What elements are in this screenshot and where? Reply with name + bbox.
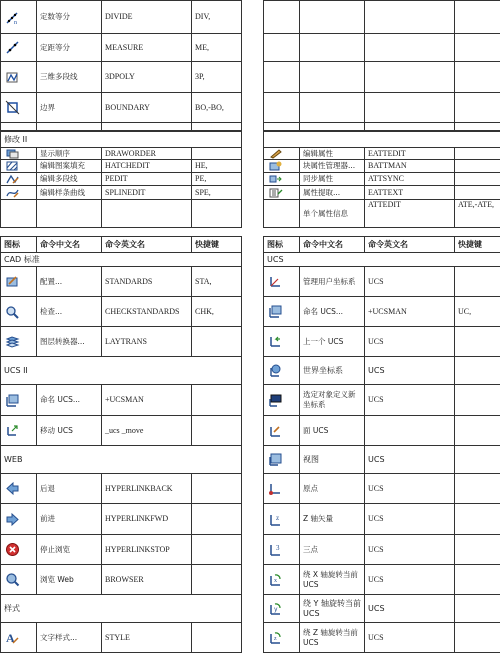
table-row (1, 62, 500, 93)
svg-text:3: 3 (276, 544, 280, 552)
3dpoly-icon[interactable] (1, 62, 37, 93)
table-row (1, 34, 500, 62)
table-row (1, 160, 500, 173)
cmd-en: ATTSYNC (365, 173, 455, 186)
boundary-icon[interactable] (1, 93, 37, 123)
table-row (1, 623, 500, 653)
cmd-zh: 属性提取... (300, 186, 365, 200)
cmd-key: PE, (192, 173, 242, 186)
cmd-key (192, 474, 242, 504)
table-row (1, 267, 500, 297)
section-title: WEB (1, 446, 242, 474)
cmd-key (455, 357, 500, 385)
cmd-key: SPE, (192, 186, 242, 200)
cmd-en: HYPERLINKSTOP (102, 535, 192, 565)
ucsman-icon[interactable] (1, 385, 37, 416)
cmd-zh: 三维多段线 (37, 62, 102, 93)
cmd-en: UCS (365, 535, 455, 565)
cmd-key (455, 148, 500, 160)
header-key: 快捷键 (192, 237, 242, 253)
stop-icon[interactable] (1, 535, 37, 565)
eattext-icon[interactable] (264, 186, 300, 200)
cmd-zh: 浏览 Web (37, 565, 102, 595)
cmd-zh: 绕 Y 轴旋转当前 UCS (300, 595, 365, 623)
cmd-key (455, 416, 500, 446)
draworder-icon[interactable] (1, 148, 37, 160)
header-en: 命令英文名 (365, 237, 455, 253)
pedit-icon[interactable] (1, 173, 37, 186)
cmd-key: DIV, (192, 1, 242, 34)
cmd-zh: 检查... (37, 297, 102, 327)
cmd-en: STANDARDS (102, 267, 192, 297)
cmd-key (192, 535, 242, 565)
cmd-zh: 编辑多段线 (37, 173, 102, 186)
table-row (1, 173, 500, 186)
cmd-zh: 三点 (300, 535, 365, 565)
header-en: 命令英文名 (102, 237, 192, 253)
cmd-key (455, 474, 500, 504)
cmd-zh: Z 轴矢量 (300, 504, 365, 535)
table-row (1, 357, 500, 385)
attsync-icon[interactable] (264, 173, 300, 186)
header-icon: 图标 (264, 237, 300, 253)
cmd-en: _ucs _move (102, 416, 192, 446)
cmd-en: MEASURE (102, 34, 192, 62)
ucs-origin-icon[interactable] (264, 474, 300, 504)
cmd-en: UCS (365, 327, 455, 357)
cmd-key: ATE,-ATE, (455, 200, 500, 228)
cmd-en: EATTEDIT (365, 148, 455, 160)
cmd-key (192, 565, 242, 595)
cmd-zh: 边界 (37, 93, 102, 123)
cmd-key: STA, (192, 267, 242, 297)
cmd-zh: 图层转换器... (37, 327, 102, 357)
cmd-zh: 编辑图案填充 (37, 160, 102, 173)
section-title: 样式 (1, 595, 242, 623)
forward-icon[interactable] (1, 504, 37, 535)
cmd-en: HYPERLINKBACK (102, 474, 192, 504)
cmd-en: UCS (365, 595, 455, 623)
cmd-zh: 停止浏览 (37, 535, 102, 565)
svg-text:y: y (274, 606, 278, 613)
cmd-en: EATTEXT (365, 186, 455, 200)
cmd-key (455, 535, 500, 565)
cmd-en: UCS (365, 385, 455, 416)
table-row (1, 297, 500, 327)
section-title-row (1, 132, 500, 148)
style-icon[interactable] (1, 623, 37, 653)
ucs-move-icon[interactable] (1, 416, 37, 446)
svg-text:z: z (274, 636, 277, 642)
table-row (1, 474, 500, 504)
table-row (1, 186, 500, 200)
ucs-x-rotate-icon[interactable] (264, 565, 300, 595)
browser-icon[interactable] (1, 565, 37, 595)
table-row (1, 535, 500, 565)
cmd-key: HE, (192, 160, 242, 173)
cmd-zh: 定数等分 (37, 1, 102, 34)
cmd-en: UCS (365, 446, 455, 474)
cmd-key (455, 385, 500, 416)
cmd-key (192, 416, 242, 446)
ucs-y-rotate-icon[interactable] (264, 595, 300, 623)
cmd-key (455, 327, 500, 357)
section-title: UCS II (1, 357, 242, 385)
ucs-face-icon[interactable] (264, 416, 300, 446)
cmd-zh: 视图 (300, 446, 365, 474)
cmd-en: UCS (365, 474, 455, 504)
cmd-en: DIVIDE (102, 1, 192, 34)
table-row (1, 446, 500, 474)
header-row (1, 237, 500, 253)
svg-text:z: z (276, 513, 280, 522)
cmd-zh: 后退 (37, 474, 102, 504)
main-commands-table (0, 236, 500, 653)
cmd-zh: 选定对象定义新坐标系 (300, 385, 365, 416)
ucs-icon[interactable] (264, 267, 300, 297)
cmd-key (455, 173, 500, 186)
cmd-en: UCS (365, 623, 455, 653)
section-title: 修改 II (1, 132, 242, 148)
ucsman-named-icon[interactable] (264, 297, 300, 327)
table-row (1, 416, 500, 446)
cmd-en: STYLE (102, 623, 192, 653)
checkstandards-icon[interactable] (1, 297, 37, 327)
modify2-table (0, 131, 500, 228)
cmd-key: UC, (455, 297, 500, 327)
hatchedit-icon[interactable] (1, 160, 37, 173)
svg-text:x: x (274, 578, 277, 584)
cmd-en: CHECKSTANDARDS (102, 297, 192, 327)
cmd-zh: 配置... (37, 267, 102, 297)
cmd-zh: 块属性管理器... (300, 160, 365, 173)
section-title: UCS (264, 253, 500, 267)
table-row (1, 385, 500, 416)
svg-text:n: n (14, 19, 17, 25)
table-row (1, 200, 500, 228)
cmd-key: BO,-BO, (192, 93, 242, 123)
cmd-key (455, 160, 500, 173)
cmd-en: UCS (365, 357, 455, 385)
header-zh: 命令中文名 (37, 237, 102, 253)
cmd-en: +UCSMAN (365, 297, 455, 327)
cmd-key: CHK, (192, 297, 242, 327)
cmd-zh: 面 UCS (300, 416, 365, 446)
section-title-row (1, 253, 500, 267)
cmd-zh: 绕 X 轴旋转当前 UCS (300, 565, 365, 595)
cmd-en: UCS (365, 565, 455, 595)
cmd-zh: 绕 Z 轴旋转当前 UCS (300, 623, 365, 653)
cmd-en: 3DPOLY (102, 62, 192, 93)
cmd-zh: 命名 UCS... (37, 385, 102, 416)
back-icon[interactable] (1, 474, 37, 504)
draw-commands-table (0, 0, 500, 131)
cmd-zh: 前进 (37, 504, 102, 535)
cmd-en: HYPERLINKFWD (102, 504, 192, 535)
cmd-zh: 世界坐标系 (300, 357, 365, 385)
cmd-zh: 定距等分 (37, 34, 102, 62)
cmd-zh: 上一个 UCS (300, 327, 365, 357)
cmd-key (192, 623, 242, 653)
cmd-key (455, 595, 500, 623)
ucs-object-icon[interactable] (264, 385, 300, 416)
cmd-key: ME, (192, 34, 242, 62)
cmd-en: DRAWORDER (102, 148, 192, 160)
header-zh: 命令中文名 (300, 237, 365, 253)
cmd-key (192, 327, 242, 357)
cmd-key (192, 148, 242, 160)
ucs-view-icon[interactable] (264, 446, 300, 474)
cmd-key (455, 267, 500, 297)
cmd-key (455, 504, 500, 535)
section-title: CAD 标准 (1, 253, 242, 267)
cmd-key (455, 623, 500, 653)
table-row (1, 93, 500, 123)
svg-text:A: A (6, 631, 15, 645)
cmd-en: BATTMAN (365, 160, 455, 173)
table-row (1, 504, 500, 535)
cmd-en: PEDIT (102, 173, 192, 186)
ucs-prev-icon[interactable] (264, 327, 300, 357)
cmd-en: HATCHEDIT (102, 160, 192, 173)
cmd-zh: 移动 UCS (37, 416, 102, 446)
table-row (1, 148, 500, 160)
cmd-zh: 编辑属性 (300, 148, 365, 160)
table-row (1, 327, 500, 357)
cmd-key (192, 385, 242, 416)
cmd-zh: 编辑样条曲线 (37, 186, 102, 200)
cmd-en: +UCSMAN (102, 385, 192, 416)
cmd-key (455, 446, 500, 474)
laytrans-icon[interactable] (1, 327, 37, 357)
ucs-3point-icon[interactable] (264, 535, 300, 565)
cmd-en: ATTEDIT (365, 200, 455, 228)
cmd-zh: 单个属性信息 (300, 200, 365, 228)
cmd-key: 3P, (192, 62, 242, 93)
ucs-world-icon[interactable] (264, 357, 300, 385)
cmd-zh: 原点 (300, 474, 365, 504)
ucs-z-rotate-icon[interactable] (264, 623, 300, 653)
cmd-key (192, 504, 242, 535)
cmd-zh: 显示顺序 (37, 148, 102, 160)
header-icon: 图标 (1, 237, 37, 253)
cmd-key (455, 186, 500, 200)
cmd-en: BROWSER (102, 565, 192, 595)
eattedit-icon[interactable] (264, 148, 300, 160)
splinedit-icon[interactable] (1, 186, 37, 200)
battman-icon[interactable] (264, 160, 300, 173)
cmd-en: UCS (365, 504, 455, 535)
cmd-zh: 文字样式... (37, 623, 102, 653)
table-row (1, 595, 500, 623)
cmd-zh: 管理用户坐标系 (300, 267, 365, 297)
cmd-zh: 命名 UCS... (300, 297, 365, 327)
table-row (1, 1, 500, 34)
measure-icon[interactable] (1, 34, 37, 62)
table-row (1, 565, 500, 595)
cmd-zh: 同步属性 (300, 173, 365, 186)
standards-icon[interactable] (1, 267, 37, 297)
cmd-key (455, 565, 500, 595)
cmd-en: SPLINEDIT (102, 186, 192, 200)
ucs-zaxis-icon[interactable] (264, 504, 300, 535)
cmd-en: LAYTRANS (102, 327, 192, 357)
cmd-en: BOUNDARY (102, 93, 192, 123)
header-key: 快捷键 (455, 237, 500, 253)
divide-icon[interactable] (1, 1, 37, 34)
cmd-en: UCS (365, 267, 455, 297)
cmd-en (365, 416, 455, 446)
